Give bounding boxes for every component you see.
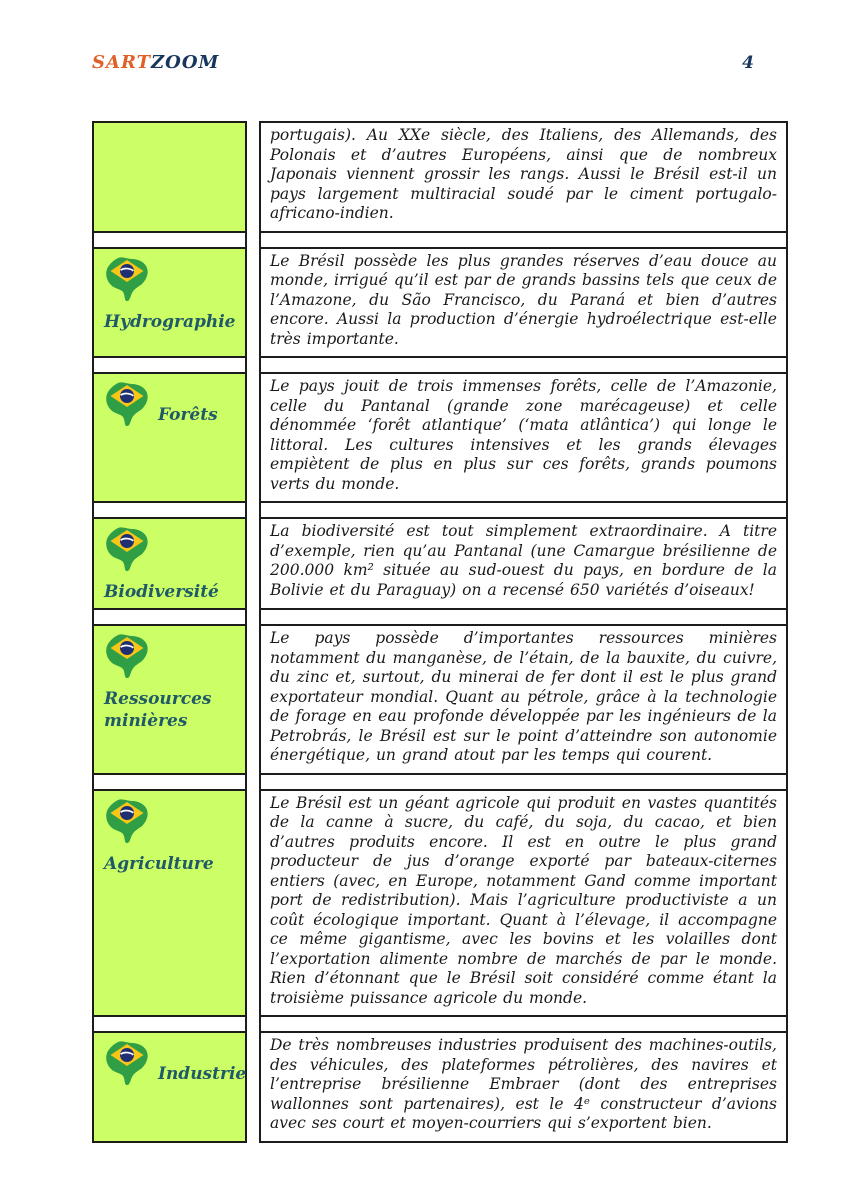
category-content — [100, 254, 239, 333]
category-cell — [93, 373, 246, 502]
column-gap — [246, 122, 260, 232]
brand-title-left: SART — [92, 52, 152, 73]
table-row — [93, 625, 787, 774]
page-header — [92, 52, 786, 73]
brazil-flag-map-icon — [102, 633, 152, 679]
column-gap — [246, 373, 260, 502]
category-content — [100, 379, 239, 427]
description-cell — [260, 1032, 787, 1142]
page-number: 4 — [742, 53, 754, 73]
table-row — [93, 1032, 787, 1142]
row-spacer — [93, 774, 787, 790]
spacer-gap — [246, 232, 260, 248]
row-spacer — [93, 502, 787, 518]
category-cell — [93, 518, 246, 609]
brand-title-right: ZOOM — [151, 52, 220, 73]
spacer-gap — [246, 774, 260, 790]
spacer-right-cell — [260, 774, 787, 790]
spacer-left-cell — [93, 502, 246, 518]
spacer-left-cell — [93, 232, 246, 248]
category-content — [100, 1038, 247, 1086]
description-text: Le Brésil possède les plus grandes réserves d’eau douce au monde, irrigué qu’il est par de grands bassins tels que ceux de l’Amazone, du São Francisco, du Paraná et bien d’autres encore. Aussi la production d’énergie hydroélectrique est-elle très importante. — [270, 251, 777, 348]
description-text: Le pays possède d’importantes ressources minières notamment du manganèse, de l’étain, de la bauxite, du cuivre, du zinc et, surtout, du minerai de fer dont il est le plus grand exportateur mondial. Quant au pétrole, grâce à la technologie de forage en eau profonde développée par les ingénieurs de la Petrobrás, le Brésil est sur le point d’atteindre son autonomie énergétique, un grand atout par les temps qui courent. — [270, 629, 777, 765]
column-gap — [246, 248, 260, 358]
column-gap — [246, 790, 260, 1017]
category-content — [100, 796, 239, 875]
category-cell — [93, 122, 246, 232]
row-spacer — [93, 357, 787, 373]
column-gap — [246, 1032, 260, 1142]
category-cell — [93, 625, 246, 774]
description-text: De très nombreuses industries produisent des machines-outils, des véhicules, des plateformes pétrolières, des navires et l’entreprise brésilienne Embraer (dont des entreprises wallonnes sont partenaires), est le 4ᵉ constructeur d’avions avec ses court et moyen-courriers qui s’exportent bien. — [270, 1036, 777, 1133]
table-row — [93, 373, 787, 502]
spacer-gap — [246, 609, 260, 625]
category-cell — [93, 248, 246, 358]
table-row — [93, 518, 787, 609]
brazil-flag-map-icon — [102, 381, 152, 427]
brazil-flag-map-icon — [102, 256, 152, 302]
spacer-right-cell — [260, 1016, 787, 1032]
description-text: La biodiversité est tout simplement extraordinaire. A titre d’exemple, rien qu’au Pantanal (une Camargue brésilienne de 200.000 km² située au sud-ouest du pays, en bordure de la Bolivie et du Paraguay) on a recensé 650 variétés d’oiseaux! — [270, 522, 777, 599]
row-spacer — [93, 1016, 787, 1032]
brazil-flag-map-icon — [102, 526, 152, 572]
category-label: Biodiversité — [104, 582, 219, 602]
spacer-gap — [246, 502, 260, 518]
category-content — [100, 631, 239, 732]
spacer-right-cell — [260, 232, 787, 248]
description-text: Le pays jouit de trois immenses forêts, celle de l’Amazonie, celle du Pantanal (grande zone marécageuse) et celle dénommée ‘forêt atlantique’ (‘mata atlântica’) qui longe le littoral. Les cultures intensives et les grands élevages empiètent de plus en plus sur ces forêts, grands poumons verts du monde. — [270, 377, 777, 493]
spacer-left-cell — [93, 1016, 246, 1032]
row-spacer — [93, 232, 787, 248]
category-label: Hydrographie — [104, 311, 236, 332]
spacer-right-cell — [260, 609, 787, 625]
description-cell — [260, 122, 787, 232]
description-cell — [260, 790, 787, 1017]
category-label: Forêts — [158, 405, 218, 425]
column-gap — [246, 625, 260, 774]
spacer-left-cell — [93, 357, 246, 373]
description-text: portugais). Au XXe siècle, des Italiens, des Allemands, des Polonais et d’autres Européens, ainsi que de nombreux Japonais viennent grossir les rangs. Aussi le Brésil est-il un pays largement multiracial soudé par le ciment portugalo-africano-indien. — [270, 126, 777, 222]
spacer-gap — [246, 357, 260, 373]
category-label: Industrie — [158, 1064, 247, 1085]
spacer-gap — [246, 1016, 260, 1032]
description-cell — [260, 625, 787, 774]
table-row — [93, 122, 787, 232]
table-row — [93, 248, 787, 358]
spacer-left-cell — [93, 609, 246, 625]
description-text: Le Brésil est un géant agricole qui produit en vastes quantités de la canne à sucre, du café, du soja, du cacao, et bien d’autres produits encore. Il est en outre le plus grand producteur de jus d’orange exporté par bateaux-citernes entiers (avec, en Europe, notamment Gand comme important port de redistribution). Mais l’agriculture productiviste a un coût écologique important. Quant à l’élevage, il accompagne ce même gigantisme, avec les bovins et les volailles dont l’exportation alimente nombre de marchés de par le monde. Rien d’étonnant que le Brésil soit considéré comme étant la troisième puissance agricole du monde. — [270, 793, 777, 1007]
row-spacer — [93, 609, 787, 625]
brazil-flag-map-icon — [102, 798, 152, 844]
category-label: Ressources minières — [104, 689, 212, 731]
column-gap — [246, 518, 260, 609]
brand-title — [92, 52, 219, 73]
description-cell — [260, 373, 787, 502]
spacer-right-cell — [260, 357, 787, 373]
category-cell — [93, 1032, 246, 1142]
category-cell — [93, 790, 246, 1017]
spacer-left-cell — [93, 774, 246, 790]
description-cell — [260, 518, 787, 609]
category-label: Agriculture — [104, 853, 214, 874]
description-cell — [260, 248, 787, 358]
brazil-flag-map-icon — [102, 1040, 152, 1086]
table-row — [93, 790, 787, 1017]
content-table — [92, 121, 788, 1143]
spacer-right-cell — [260, 502, 787, 518]
category-content — [100, 524, 239, 603]
